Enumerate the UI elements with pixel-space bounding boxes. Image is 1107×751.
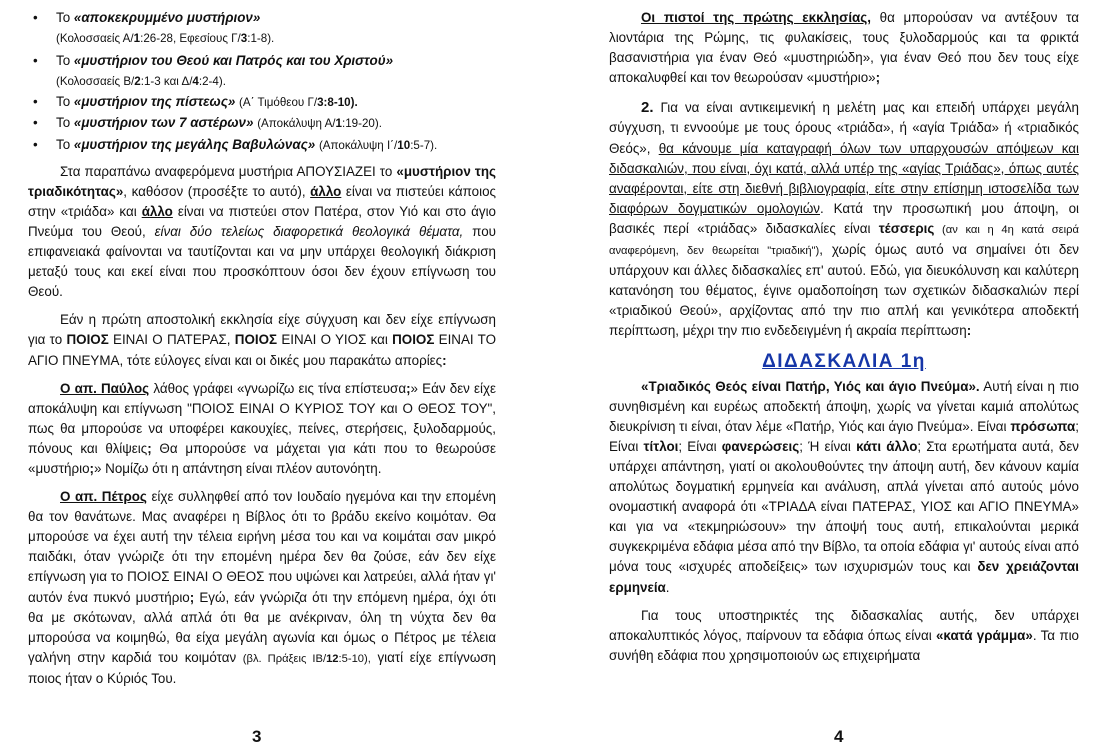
mystery-list <box>28 8 496 156</box>
list-item-prefix: Το <box>56 94 74 110</box>
list-item-prefix: Το <box>56 53 74 69</box>
right-page <box>609 8 1079 666</box>
paragraph-doctrine-1: «Τριαδικός Θεός είναι Πατήρ, Υιός και άγιο Πνεύμα». Αυτή είναι η πιο συνηθισμένη και ευρέως αποδεκτή άποψη, χωρίς να γίνεται καμιά απολύτως διευκρίνιση τι είναι, όταν λέμε «Πατήρ, Υιός και άγιο Πνεύμα». Είναι πρόσωπα; Είναι τίτλοι; Είναι φανερώσεις; Ή είναι κάτι άλλο; Στα ερωτήματα αυτά, δεν υπάρχει απάντηση, γιατί οι ακολουθούντες την άποψη αυτή, δεν κάνουν καμία απολύτως δογματική ερμηνεία και ανάλυση, απλά γίνεται από αυτούς μόνο ονομαστική αναφορά ότι «ΤΡΙΑΔΑ είναι ΠΑΤΕΡΑΣ, ΥΙΟΣ και ΑΓΙΟ ΠΝΕΥΜΑ» και για να «τεκμηριώσουν» την άποψή τους αυτή, επικαλούνται μερικά συγκεκριμένα εδάφια μέσα από την Βίβλο, τα οποία εδάφια γι' αυτούς είναι από μόνα τους «ισχυρές αποδείξεις» των ισχυρισμών τους και δεν χρειάζονται ερμηνεία. <box>609 378 1079 595</box>
list-item-prefix: Το <box>56 136 74 152</box>
list-item-title: «μυστήριον της πίστεως» <box>73 94 236 110</box>
list-item <box>28 113 496 134</box>
page-number: 3 <box>252 727 262 746</box>
list-item-title: «αποκεκρυμμένο μυστήριον» <box>73 10 261 25</box>
list-item <box>28 135 496 156</box>
list-item <box>28 92 496 113</box>
section-heading: ΔΙΔΑΣΚΑΛΙΑ 1η <box>762 350 926 372</box>
paragraph-questions-intro: Εάν η πρώτη αποστολική εκκλησία είχε σύγχυση και δεν είχε επίγνωση για το ΠΟΙΟΣ ΕΙΝΑΙ Ο ΠΑΤΕΡΑΣ, ΠΟΙΟΣ ΕΙΝΑΙ Ο ΥΙΟΣ και ΠΟΙΟΣ ΕΙΝΑΙ ΤΟ ΑΓΙΟ ΠΝΕΥΜΑ, τότε εύλογες είναι και οι δικές μου παρακάτω απορίες: <box>28 312 497 368</box>
list-item <box>28 8 496 49</box>
bullet-icon: • <box>33 94 38 110</box>
paragraph-doctrines-overview: 2. Για να είναι αντικειμενική η μελέτη μας και επειδή υπάρχει μεγάλη σύγχυση, τι εννοούμε με τους όρους «τριάδα», ή «αγία Τριάδα» ή «τριαδικός Θεός», θα κάνουμε μία καταγραφή όλων των υπαρχουσών απόψεων και διδασκαλιών, που είναι, όχι κατά, αλλά υπέρ της «αγίας Τριάδας», όπως αυτές αναφέρονται, είτε στη διεθνή βιβλιογραφία, είτε στην επίσημη ιστοσελίδα των διαφόρων δογματικών ομολογιών. Κατά την προσωπική μου άποψη, οι βασικές περί «τριάδας» διδασκαλίες είναι τέσσερις (αν και η 4η κατά σειρά αναφερόμενη, δεν θεωρείται "τριαδική"), χωρίς όμως αυτό να σημαίνει ότι δεν υπάρχουν και άλλες διδασκαλίες επ' αυτού. Εδώ, για διευκόλυνση και καλύτερη κατανόηση του θέματος, έγινε ομαδοποίηση των σχετικών διδασκαλιών περί «τριαδικού Θεού», αρχίζοντας από την πιο απλή και γενικότερα αποδεκτή περίπτωση, μέχρι την πιο ενδεδειγμένη ή ακραία περίπτωση: <box>609 99 1079 339</box>
section-number: 2. <box>641 99 654 117</box>
bullet-icon: • <box>33 115 38 131</box>
left-page <box>28 8 496 689</box>
paragraph-peter: Ο απ. Πέτρος είχε συλληφθεί από τον Ιουδαίο ηγεμόνα και την επομένη θα τον θανάτωνε. Μας αναφέρει η Βίβλος ότι το βράδυ εκείνο κοιμόταν. Θα μπορούσε να έχει αυτή την τέλεια ειρήνη μέσα του και να κοιμάται σαν μικρό παιδάκι, όταν γνώριζε ότι την επομένη ημέρα δεν θα ζούσε, εάν δεν είχε επίγνωση για το ΠΟΙΟΣ ΕΙΝΑΙ Ο ΘΕΟΣ που υψώνει και λατρεύει, αλλά ήταν γι' αυτόν ένα πυκνό μυστήριο; Εγώ, εάν γνώριζα ότι την επόμενη ημέρα, όχι ότι θα με σκότωναν, αλλά απλά ότι θα με ανέκριναν, όλη τη νύχτα δεν θα μπορούσα να κοιμηθώ, θα είχα μεγάλη αγωνία και όμως ο Πέτρος με τέλεια γαλήνη στην καρδιά του κοιμόταν (βλ. Πράξεις ΙΒ/12:5-10), γιατί είχε επίγνωση ποιος ήταν ο Κύριός Του. <box>28 489 497 686</box>
list-item <box>28 51 496 92</box>
bullet-icon: • <box>33 10 38 25</box>
list-item-title: «μυστήριον της μεγάλης Βαβυλώνας» <box>73 136 316 152</box>
bullet-icon: • <box>33 136 38 152</box>
scripture-reference: (Κολοσσαείς Β/2:1-3 και Δ/4:2-4). <box>56 75 226 89</box>
scripture-reference: (Κολοσσαείς Α/1:26-28, Εφεσίους Γ/3:1-8). <box>56 32 275 46</box>
paragraph-trinity-absence: Στα παραπάνω αναφερόμενα μυστήρια ΑΠΟΥΣΙΑΖΕΙ το «μυστήριον της τριαδικότητας», καθόσον (προσέξτε το αυτό), άλλο είναι να πιστεύει κάποιος στην «τριάδα» και άλλο είναι να πιστεύει στον Πατέρα, στον Υιό και στο άγιο Πνεύμα του Θεού, είναι δύο τελείως διαφορετικά θεολογικά θέματα, που επιφανειακά φαίνονται να ταυτίζονται και να μην υπάρχει θεολογική διάκριση μεταξύ τους και εκεί είναι που προσκόπτουν όσοι δεν έχουν επίγνωση του Θεού. <box>28 163 496 300</box>
bullet-icon: • <box>33 53 38 69</box>
list-item-prefix: Το <box>56 10 74 25</box>
paragraph-supporters: Για τους υποστηρικτές της διδασκαλίας αυτής, δεν υπάρχει αποκαλυπτικός λόγος, παίρνουν τα εδάφια όπως είναι «κατά γράμμα». Τα πιο συνήθη εδάφια που χρησιμοποιούν ως επιχειρήματα <box>609 607 1079 663</box>
paragraph-paul: Ο απ. Παύλος λάθος γράφει «γνωρίζω εις τίνα επίστευσα;» Εάν δεν είχε αποκάλυψη και επίγνωση "ΠΟΙΟΣ ΕΙΝΑΙ Ο ΚΥΡΙΟΣ ΤΟΥ και Ο ΘΕΟΣ ΤΟΥ", πως θα μπορούσε να υποφέρει κακουχίες, πείνες, στερήσεις, ξυλοδαρμούς, πόνους και θλίψεις; Θα μπορούσε να μάχεται για κάτι που το θεωρούσε «μυστήριο;» Νομίζω ότι η απάντηση είναι πλέον αυτονόητη. <box>28 380 496 476</box>
paragraph-first-believers: Οι πιστοί της πρώτης εκκλησίας, θα μπορούσαν να αντέξουν τα λιοντάρια της Ρώμης, τις φυλακίσεις, τους ξυλοδαρμούς και τα φρικτά βασανιστήρια για έναν Θεό «μυστηριώδη», για έναν Θεό που δεν τους είχε αποκαλυφθεί και τον θεωρούσαν «μυστήριο»; <box>609 10 1079 86</box>
scripture-reference: (Αποκάλυψη Α/1:19-20). <box>257 117 382 131</box>
list-item-title: «μυστήριον των 7 αστέρων» <box>73 115 254 131</box>
scripture-reference: (Α΄ Τιμόθεου Γ/3:8-10). <box>239 96 358 110</box>
page-number: 4 <box>834 727 844 746</box>
scripture-reference: (Αποκάλυψη Ι΄/10:5-7). <box>318 138 438 152</box>
list-item-title: «μυστήριον του Θεού και Πατρός και του Χριστού» <box>73 53 394 69</box>
list-item-prefix: Το <box>56 115 74 131</box>
